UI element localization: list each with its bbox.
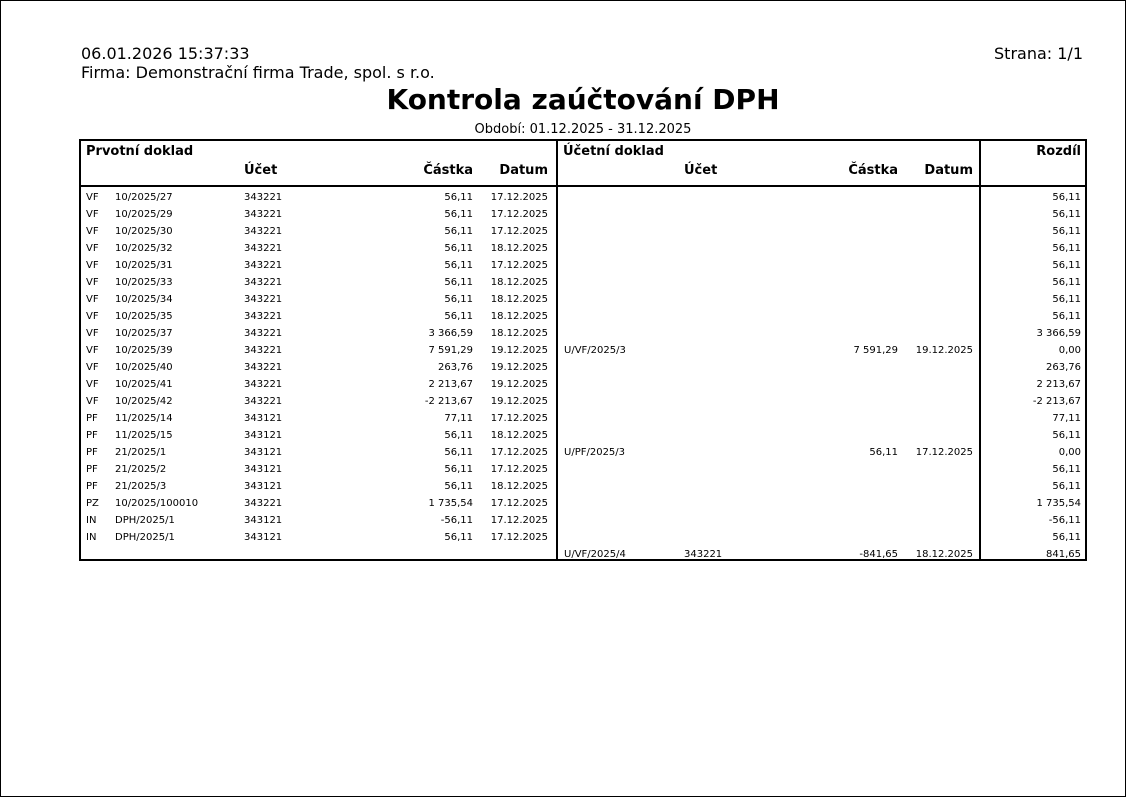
- accounting-account-header: Účet: [684, 163, 718, 178]
- cell-amount: 56,11: [444, 226, 473, 237]
- cell-doc-number: 10/2025/33: [115, 277, 173, 288]
- cell-difference: -2 213,67: [1032, 396, 1081, 407]
- cell-date: 18.12.2025: [490, 328, 548, 339]
- cell-account: 343121: [244, 481, 283, 492]
- cell-doc-number: 10/2025/32: [115, 243, 173, 254]
- cell-doc-type: VF: [86, 396, 99, 407]
- company-name: Firma: Demonstrační firma Trade, spol. s r.o.: [81, 63, 435, 82]
- primary-date-header: Datum: [499, 163, 548, 178]
- cell-account: 343221: [244, 345, 283, 356]
- cell-amount: 56,11: [444, 447, 473, 458]
- table-row: [81, 444, 1085, 461]
- cell-doc-number: 10/2025/31: [115, 260, 173, 271]
- cell-account: 343121: [244, 515, 283, 526]
- cell-doc-type: VF: [86, 328, 99, 339]
- cell-difference: 1 735,54: [1036, 498, 1081, 509]
- cell-difference: 3 366,59: [1036, 328, 1081, 339]
- table-row: [81, 325, 1085, 342]
- cell-amount: -56,11: [440, 515, 473, 526]
- cell-amount: 56,11: [444, 311, 473, 322]
- table-row: [81, 376, 1085, 393]
- cell-acc-amount: -841,65: [859, 549, 898, 560]
- cell-account: 343121: [244, 532, 283, 543]
- cell-doc-type: VF: [86, 243, 99, 254]
- table-row: [81, 410, 1085, 427]
- cell-account: 343221: [244, 362, 283, 373]
- table-row: [81, 427, 1085, 444]
- cell-amount: 56,11: [444, 277, 473, 288]
- cell-difference: 56,11: [1052, 464, 1081, 475]
- cell-date: 17.12.2025: [490, 532, 548, 543]
- cell-doc-type: VF: [86, 209, 99, 220]
- cell-date: 17.12.2025: [490, 226, 548, 237]
- cell-doc-number: 10/2025/34: [115, 294, 173, 305]
- cell-difference: 56,11: [1052, 311, 1081, 322]
- cell-amount: 2 213,67: [428, 379, 473, 390]
- cell-amount: 1 735,54: [428, 498, 473, 509]
- cell-doc-type: PZ: [86, 498, 99, 509]
- table-row: [81, 529, 1085, 546]
- cell-doc-type: PF: [86, 413, 98, 424]
- cell-date: 19.12.2025: [490, 396, 548, 407]
- cell-doc-type: VF: [86, 345, 99, 356]
- cell-doc-number: 21/2025/2: [115, 464, 167, 475]
- cell-difference: 56,11: [1052, 481, 1081, 492]
- cell-difference: 0,00: [1058, 345, 1081, 356]
- cell-amount: 56,11: [444, 209, 473, 220]
- report-period: Období: 01.12.2025 - 31.12.2025: [474, 122, 692, 137]
- cell-doc-number: 10/2025/40: [115, 362, 173, 373]
- primary-doc-header: Prvotní doklad: [86, 144, 194, 159]
- report-title: Kontrola zaúčtování DPH: [386, 83, 780, 116]
- cell-doc-type: VF: [86, 362, 99, 373]
- cell-doc-number: DPH/2025/1: [115, 532, 175, 543]
- header-divider: [81, 185, 1085, 187]
- cell-account: 343221: [244, 498, 283, 509]
- cell-doc-number: 10/2025/37: [115, 328, 173, 339]
- table-row: [81, 274, 1085, 291]
- cell-difference: 2 213,67: [1036, 379, 1081, 390]
- cell-date: 18.12.2025: [490, 311, 548, 322]
- cell-difference: 263,76: [1046, 362, 1081, 373]
- cell-account: 343121: [244, 464, 283, 475]
- cell-difference: 56,11: [1052, 277, 1081, 288]
- cell-doc-number: 10/2025/39: [115, 345, 173, 356]
- cell-amount: 56,11: [444, 192, 473, 203]
- cell-date: 19.12.2025: [490, 379, 548, 390]
- cell-acc-account: 343221: [684, 549, 723, 560]
- cell-date: 17.12.2025: [490, 498, 548, 509]
- cell-account: 343121: [244, 447, 283, 458]
- cell-difference: 56,11: [1052, 226, 1081, 237]
- cell-account: 343221: [244, 260, 283, 271]
- cell-difference: 56,11: [1052, 260, 1081, 271]
- cell-date: 17.12.2025: [490, 464, 548, 475]
- cell-doc-type: PF: [86, 430, 98, 441]
- cell-difference: 56,11: [1052, 430, 1081, 441]
- cell-account: 343221: [244, 192, 283, 203]
- cell-account: 343121: [244, 430, 283, 441]
- cell-amount: -2 213,67: [424, 396, 473, 407]
- cell-date: 17.12.2025: [490, 260, 548, 271]
- table-row: [81, 240, 1085, 257]
- cell-doc-type: PF: [86, 464, 98, 475]
- table-row: [81, 257, 1085, 274]
- cell-amount: 7 591,29: [428, 345, 473, 356]
- cell-acc-date: 18.12.2025: [915, 549, 973, 560]
- table-row: [81, 359, 1085, 376]
- cell-difference: 56,11: [1052, 294, 1081, 305]
- cell-doc-number: 10/2025/27: [115, 192, 173, 203]
- difference-header: Rozdíl: [1036, 144, 1081, 159]
- cell-doc-type: VF: [86, 226, 99, 237]
- accounting-doc-header: Účetní doklad: [563, 144, 664, 159]
- cell-doc-type: PF: [86, 447, 98, 458]
- cell-date: 17.12.2025: [490, 209, 548, 220]
- cell-doc-type: IN: [86, 532, 97, 543]
- cell-doc-number: 21/2025/1: [115, 447, 167, 458]
- cell-acc-amount: 56,11: [869, 447, 898, 458]
- cell-doc-type: VF: [86, 192, 99, 203]
- cell-difference: -56,11: [1048, 515, 1081, 526]
- cell-difference: 0,00: [1058, 447, 1081, 458]
- cell-acc-date: 17.12.2025: [915, 447, 973, 458]
- cell-doc-number: 11/2025/15: [115, 430, 173, 441]
- cell-difference: 56,11: [1052, 209, 1081, 220]
- cell-amount: 56,11: [444, 481, 473, 492]
- cell-account: 343221: [244, 328, 283, 339]
- table-row: [81, 223, 1085, 240]
- cell-date: 17.12.2025: [490, 192, 548, 203]
- cell-doc-type: VF: [86, 311, 99, 322]
- cell-date: 18.12.2025: [490, 277, 548, 288]
- cell-account: 343121: [244, 413, 283, 424]
- accounting-amount-header: Částka: [848, 163, 898, 178]
- cell-date: 17.12.2025: [490, 515, 548, 526]
- table-row: [81, 206, 1085, 223]
- cell-doc-number: DPH/2025/1: [115, 515, 175, 526]
- cell-amount: 77,11: [444, 413, 473, 424]
- cell-amount: 56,11: [444, 243, 473, 254]
- cell-doc-number: 10/2025/29: [115, 209, 173, 220]
- cell-doc-type: VF: [86, 294, 99, 305]
- table-row: [81, 308, 1085, 325]
- cell-amount: 56,11: [444, 294, 473, 305]
- cell-difference: 56,11: [1052, 243, 1081, 254]
- table-row: [81, 495, 1085, 512]
- table-row: [81, 189, 1085, 206]
- cell-account: 343221: [244, 226, 283, 237]
- cell-account: 343221: [244, 311, 283, 322]
- table-row: [81, 461, 1085, 478]
- print-datetime: 06.01.2026 15:37:33: [81, 44, 250, 63]
- table-row: [81, 393, 1085, 410]
- page-number: Strana: 1/1: [994, 44, 1083, 63]
- cell-date: 18.12.2025: [490, 294, 548, 305]
- cell-acc-doc-number: U/VF/2025/3: [564, 345, 626, 356]
- cell-acc-amount: 7 591,29: [853, 345, 898, 356]
- cell-account: 343221: [244, 277, 283, 288]
- cell-date: 18.12.2025: [490, 430, 548, 441]
- cell-date: 19.12.2025: [490, 345, 548, 356]
- primary-account-header: Účet: [244, 163, 278, 178]
- cell-difference: 841,65: [1046, 549, 1081, 560]
- cell-amount: 56,11: [444, 260, 473, 271]
- primary-amount-header: Částka: [423, 163, 473, 178]
- cell-date: 17.12.2025: [490, 413, 548, 424]
- cell-doc-type: VF: [86, 277, 99, 288]
- table-row: [81, 291, 1085, 308]
- cell-date: 17.12.2025: [490, 447, 548, 458]
- cell-doc-type: VF: [86, 260, 99, 271]
- cell-account: 343221: [244, 243, 283, 254]
- cell-doc-number: 21/2025/3: [115, 481, 167, 492]
- cell-amount: 3 366,59: [428, 328, 473, 339]
- cell-difference: 56,11: [1052, 532, 1081, 543]
- cell-doc-type: VF: [86, 379, 99, 390]
- table-row: [81, 478, 1085, 495]
- cell-date: 18.12.2025: [490, 243, 548, 254]
- table-body: [81, 189, 1085, 563]
- cell-amount: 56,11: [444, 430, 473, 441]
- vat-control-table: [79, 139, 1087, 561]
- cell-doc-number: 10/2025/35: [115, 311, 173, 322]
- table-row: [81, 512, 1085, 529]
- cell-account: 343221: [244, 396, 283, 407]
- cell-doc-number: 10/2025/30: [115, 226, 173, 237]
- cell-acc-doc-number: U/PF/2025/3: [564, 447, 626, 458]
- cell-acc-doc-number: U/VF/2025/4: [564, 549, 626, 560]
- cell-amount: 263,76: [438, 362, 473, 373]
- cell-difference: 77,11: [1052, 413, 1081, 424]
- cell-account: 343221: [244, 294, 283, 305]
- cell-doc-number: 10/2025/100010: [115, 498, 199, 509]
- cell-account: 343221: [244, 209, 283, 220]
- cell-doc-number: 10/2025/41: [115, 379, 173, 390]
- table-row: [81, 546, 1085, 563]
- cell-acc-date: 19.12.2025: [915, 345, 973, 356]
- cell-doc-number: 11/2025/14: [115, 413, 173, 424]
- cell-date: 18.12.2025: [490, 481, 548, 492]
- cell-doc-type: PF: [86, 481, 98, 492]
- cell-amount: 56,11: [444, 464, 473, 475]
- cell-doc-number: 10/2025/42: [115, 396, 173, 407]
- cell-account: 343221: [244, 379, 283, 390]
- table-row: [81, 342, 1085, 359]
- cell-date: 19.12.2025: [490, 362, 548, 373]
- cell-doc-type: IN: [86, 515, 97, 526]
- cell-difference: 56,11: [1052, 192, 1081, 203]
- cell-amount: 56,11: [444, 532, 473, 543]
- accounting-date-header: Datum: [924, 163, 973, 178]
